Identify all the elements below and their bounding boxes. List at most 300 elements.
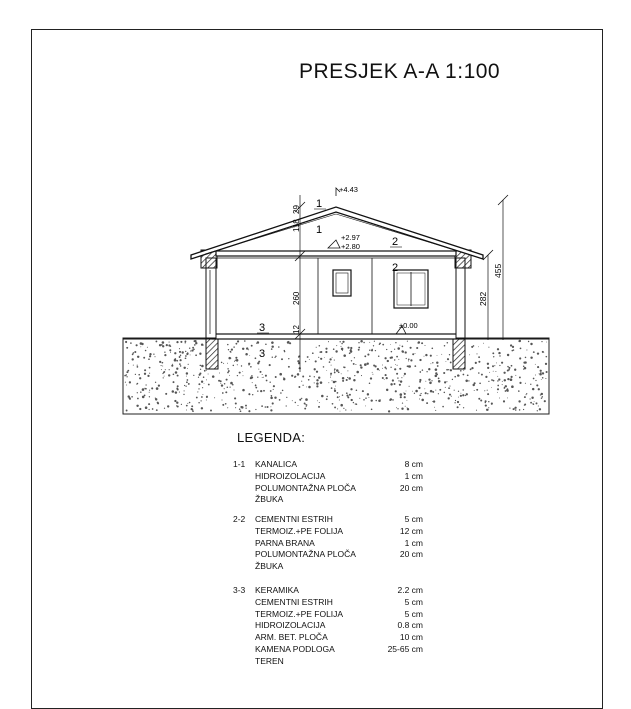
gravel-dot: [519, 357, 521, 359]
gravel-dot: [342, 394, 343, 395]
gravel-dot: [492, 352, 494, 354]
legend-layer-row: [255, 470, 423, 483]
gravel-dot: [460, 393, 461, 394]
gravel-dot: [190, 350, 191, 351]
legend-layer-row: [255, 620, 423, 632]
gravel-dot: [126, 410, 128, 412]
gravel-dot: [301, 398, 302, 399]
gravel-dot: [384, 367, 386, 369]
gravel-dot: [458, 397, 459, 398]
gravel-dot: [519, 376, 521, 378]
gravel-dot: [365, 397, 367, 399]
gravel-dot: [436, 361, 438, 363]
gravel-dot: [337, 392, 339, 394]
gravel-dot: [288, 358, 289, 359]
gravel-dot: [538, 388, 540, 390]
gravel-dot: [278, 346, 280, 348]
gravel-dot: [126, 347, 128, 349]
gravel-dot: [400, 380, 402, 382]
gravel-dot: [520, 348, 522, 350]
gravel-dot: [161, 369, 162, 370]
gravel-dot: [432, 391, 434, 393]
gravel-dot: [438, 380, 441, 383]
gravel-dot: [354, 357, 355, 358]
gravel-dot: [258, 361, 260, 363]
gravel-dot: [509, 407, 510, 408]
gravel-dot: [390, 398, 392, 400]
gravel-dot: [133, 352, 135, 354]
gravel-dot: [454, 402, 455, 403]
gravel-dot: [287, 341, 290, 344]
gravel-dot: [390, 344, 391, 345]
gravel-dot: [206, 400, 207, 401]
foundation-right: [453, 339, 465, 369]
gravel-dot: [192, 410, 194, 412]
gravel-dot: [186, 410, 187, 411]
legend-layer-thickness: 1 cm: [404, 537, 423, 548]
gravel-dot: [163, 371, 165, 373]
gravel-dot: [488, 401, 489, 402]
layer-marker-2a: 2: [392, 236, 399, 248]
gravel-dot: [337, 396, 339, 398]
gravel-dot: [497, 348, 499, 350]
gravel-dot: [144, 395, 146, 397]
legend-layer-name: ŽBUKA: [255, 561, 284, 572]
gravel-dot: [498, 352, 500, 354]
gravel-dot: [341, 373, 342, 374]
gravel-dot: [266, 406, 268, 408]
gravel-dot: [271, 345, 273, 347]
legend-layer-row: [255, 514, 423, 526]
gravel-dot: [328, 341, 329, 342]
gravel-dot: [437, 355, 438, 356]
gravel-dot: [432, 401, 433, 402]
legend-layer-name: KANALICA: [255, 459, 298, 469]
gravel-dot: [485, 405, 487, 407]
gravel-dot: [162, 362, 163, 363]
gravel-dot: [476, 410, 477, 411]
gravel-dot: [514, 407, 516, 409]
gravel-dot: [251, 375, 252, 376]
gravel-dot: [507, 390, 509, 392]
gravel-dot: [305, 404, 306, 405]
gravel-dot: [537, 366, 539, 368]
gravel-dot: [508, 369, 510, 371]
gravel-dot: [214, 397, 215, 398]
gravel-dot: [518, 400, 520, 402]
gravel-dot: [540, 370, 542, 372]
gravel-dot: [297, 360, 299, 362]
gravel-dot: [437, 365, 439, 367]
gravel-dot: [499, 355, 500, 356]
gravel-dot: [538, 405, 539, 406]
gravel-dot: [371, 409, 373, 411]
gravel-dot: [485, 402, 486, 403]
gravel-dot: [235, 357, 237, 359]
gravel-dot: [504, 379, 506, 381]
gravel-dot: [189, 402, 191, 404]
gravel-dot: [164, 352, 165, 353]
gravel-dot: [149, 355, 151, 357]
gravel-dot: [140, 391, 142, 393]
gravel-dot: [426, 371, 427, 372]
gravel-dot: [173, 374, 175, 376]
gravel-dot: [363, 399, 365, 401]
gravel-dot: [441, 354, 442, 355]
gravel-dot: [539, 373, 540, 374]
gravel-dot: [161, 365, 162, 366]
gravel-dot: [401, 350, 403, 352]
gravel-dot: [467, 374, 469, 376]
dim-wall-height: 260: [292, 291, 301, 305]
gravel-dot: [271, 348, 273, 350]
gravel-dot: [149, 392, 150, 393]
gravel-dot: [545, 363, 547, 365]
gravel-dot: [243, 375, 244, 376]
gravel-dot: [358, 342, 359, 343]
gravel-dot: [511, 385, 514, 388]
gravel-dot: [162, 373, 163, 374]
gravel-dot: [344, 367, 346, 369]
gravel-dot: [129, 381, 131, 383]
gravel-dot: [256, 343, 257, 344]
gravel-dot: [180, 365, 182, 367]
gravel-dot: [535, 364, 536, 365]
legend-layer-row: [255, 596, 423, 609]
gravel-dot: [514, 369, 516, 371]
gravel-dot: [493, 380, 495, 382]
gravel-dot: [240, 410, 242, 412]
gravel-dot: [469, 354, 470, 355]
gravel-dot: [196, 397, 198, 399]
gravel-dot: [248, 410, 250, 412]
legend-layer-thickness: 5 cm: [404, 608, 423, 619]
gravel-dot: [404, 373, 406, 375]
gravel-dot: [507, 366, 508, 367]
gravel-dot: [435, 390, 436, 391]
wall-left: [206, 258, 216, 338]
gravel-dot: [184, 390, 185, 391]
gravel-dot: [349, 394, 351, 396]
legend-layer-row: [255, 644, 423, 656]
gravel-dot: [390, 383, 392, 385]
gravel-dot: [438, 393, 439, 394]
gravel-dot: [530, 402, 532, 404]
gravel-dot: [433, 400, 435, 402]
gravel-dot: [476, 353, 477, 354]
gravel-dot: [391, 351, 393, 353]
gravel-dot: [263, 390, 265, 392]
ceiling-slab: [216, 251, 456, 256]
gravel-dot: [340, 411, 341, 412]
gravel-dot: [135, 374, 136, 375]
gravel-dot: [415, 353, 416, 354]
gravel-dot: [541, 393, 543, 395]
gravel-dot: [151, 387, 153, 389]
gravel-dot: [162, 366, 163, 367]
gravel-dot: [519, 382, 521, 384]
gravel-dot: [174, 400, 176, 402]
gravel-dot: [483, 343, 484, 344]
gravel-dot: [371, 399, 373, 401]
gravel-dot: [341, 343, 343, 345]
legend-layer-name: TERMOIZ.+PE FOLIJA: [255, 525, 344, 536]
gravel-dot: [439, 389, 441, 391]
gravel-dot: [241, 406, 244, 409]
gravel-dot: [449, 354, 450, 355]
gravel-dot: [262, 374, 263, 375]
gravel-dot: [401, 377, 402, 378]
gravel-dot: [305, 361, 307, 363]
gravel-dot: [507, 397, 508, 398]
gravel-dot: [186, 405, 188, 407]
gravel-dot: [167, 405, 169, 407]
gravel-dot: [266, 380, 268, 382]
legend-group-id: 3-3: [233, 585, 246, 595]
gravel-dot: [451, 396, 452, 397]
gravel-dot: [351, 410, 352, 411]
gravel-dot: [222, 404, 224, 406]
legend-layer-row: [255, 482, 423, 495]
legend-layer-name: CEMENTNI ESTRIH: [255, 596, 333, 607]
gravel-dot: [446, 369, 448, 371]
gravel-dot: [230, 358, 231, 359]
gravel-dot: [492, 365, 494, 367]
gravel-dot: [246, 347, 248, 349]
gravel-dot: [270, 409, 272, 411]
gravel-dot: [541, 397, 542, 398]
gravel-dot: [523, 368, 524, 369]
gravel-dot: [147, 347, 148, 348]
gravel-dot: [530, 343, 532, 345]
gravel-dot: [125, 382, 126, 383]
legend-layer-row: [255, 608, 423, 621]
gravel-dot: [241, 365, 242, 366]
gravel-dot: [302, 385, 303, 386]
gravel-dot: [179, 363, 181, 365]
legend-layer-thickness: 5 cm: [404, 514, 423, 524]
gravel-dot: [163, 377, 164, 378]
gravel-dot: [342, 380, 344, 382]
gravel-dot: [323, 366, 325, 368]
gravel-dot: [128, 363, 129, 364]
gravel-dot: [335, 386, 336, 387]
gravel-dot: [434, 407, 435, 408]
gravel-dot: [233, 346, 234, 347]
gravel-dot: [488, 407, 489, 408]
gravel-dot: [374, 341, 375, 342]
gravel-dot: [332, 380, 333, 381]
gravel-dot: [507, 354, 509, 356]
gravel-dot: [136, 384, 137, 385]
gravel-dot: [410, 359, 412, 361]
gravel-dot: [404, 393, 406, 395]
gravel-dot: [183, 367, 185, 369]
gravel-dot: [394, 368, 396, 370]
gravel-dot: [221, 399, 222, 400]
gravel-dot: [175, 371, 178, 374]
gravel-dot: [487, 363, 489, 365]
gravel-dot: [237, 375, 238, 376]
gravel-dot: [269, 364, 271, 366]
gravel-dot: [227, 344, 228, 345]
legend-layer-row: [255, 494, 283, 506]
gravel-dot: [126, 385, 127, 386]
legend-layer-thickness: 1 cm: [404, 470, 423, 481]
gravel-dot: [380, 399, 381, 400]
gravel-dot: [154, 356, 155, 357]
gravel-dot: [187, 368, 188, 369]
gravel-dot: [375, 365, 377, 367]
gravel-dot: [235, 343, 237, 345]
gravel-dot: [271, 341, 274, 344]
gravel-dot: [234, 390, 235, 391]
gravel-dot: [485, 376, 487, 378]
gravel-dot: [155, 398, 157, 400]
gravel-dot: [180, 359, 182, 361]
gravel-dot: [408, 360, 409, 361]
gravel-dot: [227, 368, 228, 369]
gravel-dot: [427, 393, 428, 394]
gravel-dot: [281, 375, 282, 376]
gravel-dot: [145, 350, 147, 352]
gravel-dot: [463, 407, 464, 408]
gravel-dot: [169, 349, 171, 351]
gravel-dot: [425, 392, 427, 394]
gravel-dot: [384, 357, 386, 359]
gravel-dot: [347, 347, 349, 349]
gravel-dot: [391, 356, 393, 358]
gravel-dot: [407, 365, 409, 367]
gravel-dot: [353, 402, 354, 403]
gravel-dot: [206, 379, 207, 380]
gravel-dot: [534, 401, 535, 402]
gravel-dot: [244, 340, 246, 342]
gravel-dot: [450, 369, 452, 371]
gravel-dot: [478, 356, 480, 358]
gravel-dot: [543, 352, 544, 353]
gravel-dot: [523, 366, 525, 368]
gravel-dot: [200, 365, 202, 367]
gravel-dot: [395, 364, 396, 365]
gravel-dot: [424, 356, 425, 357]
gravel-dot: [346, 395, 348, 397]
gravel-dot: [406, 391, 407, 392]
gravel-dot: [176, 341, 178, 343]
gravel-dot: [185, 357, 187, 359]
gravel-dot: [200, 400, 201, 401]
gravel-dot: [321, 395, 324, 398]
gravel-dot: [145, 406, 148, 409]
gravel-dot: [402, 403, 403, 404]
gravel-dot: [457, 406, 459, 408]
gravel-dot: [288, 366, 290, 368]
gravel-dot: [157, 402, 159, 404]
gravel-dot: [398, 359, 399, 360]
gravel-dot: [331, 365, 332, 366]
gravel-dot: [396, 373, 398, 375]
dim-total-height: 455: [493, 263, 503, 278]
gravel-dot: [502, 381, 503, 382]
gravel-dot: [186, 353, 188, 355]
gravel-dot: [334, 360, 335, 361]
gravel-dot: [345, 409, 346, 410]
gravel-dot: [475, 362, 477, 364]
gravel-dot: [190, 354, 191, 355]
legend-layer-row: [255, 561, 283, 573]
gravel-dot: [346, 392, 348, 394]
gravel-dot: [478, 361, 480, 363]
gravel-dot: [463, 374, 465, 376]
gravel-dot: [355, 403, 356, 404]
gravel-dot: [183, 394, 184, 395]
gravel-dot: [481, 374, 483, 376]
gravel-dot: [186, 372, 188, 374]
gravel-dot: [443, 372, 445, 374]
gravel-dot: [199, 372, 201, 374]
gravel-dot: [274, 396, 276, 398]
gravel-dot: [330, 373, 332, 375]
gravel-dot: [399, 368, 401, 370]
legend-layer-row: [255, 549, 423, 561]
gravel-dot: [442, 406, 444, 408]
gravel-dot: [202, 387, 203, 388]
gravel-dot: [212, 375, 215, 378]
gravel-dot: [471, 367, 473, 369]
gravel-dot: [280, 392, 282, 394]
gravel-dot: [144, 373, 146, 375]
gravel-dot: [347, 377, 348, 378]
gravel-dot: [435, 368, 438, 371]
gravel-dot: [356, 389, 358, 391]
gravel-dot: [445, 387, 446, 388]
gravel-dot: [304, 408, 306, 410]
gravel-dot: [503, 372, 505, 374]
gravel-dot: [508, 367, 510, 369]
gravel-dot: [491, 403, 493, 405]
gravel-dot: [307, 356, 309, 358]
gravel-dot: [471, 346, 473, 348]
gravel-dot: [297, 373, 300, 376]
gravel-dot: [460, 370, 462, 372]
gravel-dot: [334, 372, 336, 374]
gravel-dot: [369, 350, 370, 351]
gravel-dot: [343, 408, 344, 409]
gravel-dot: [353, 379, 355, 381]
gravel-dot: [169, 342, 170, 343]
gravel-dot: [201, 365, 204, 368]
gravel-dot: [291, 375, 293, 377]
gravel-dot: [397, 408, 398, 409]
gravel-dot: [273, 389, 274, 390]
gravel-dot: [350, 347, 352, 349]
gravel-dot: [511, 376, 513, 378]
gravel-dot: [414, 393, 415, 394]
gravel-dot: [362, 390, 364, 392]
gravel-dot: [255, 387, 257, 389]
gravel-dot: [410, 347, 412, 349]
gravel-dot: [255, 357, 257, 359]
gravel-dot: [484, 390, 485, 391]
gravel-dot: [382, 344, 384, 346]
gravel-dot: [171, 365, 173, 367]
gravel-dot: [432, 362, 433, 363]
gravel-dot: [472, 384, 474, 386]
gravel-dot: [325, 351, 327, 353]
gravel-dot: [524, 396, 526, 398]
legend-layer-thickness: 5 cm: [404, 596, 423, 607]
gravel-dot: [546, 342, 547, 343]
